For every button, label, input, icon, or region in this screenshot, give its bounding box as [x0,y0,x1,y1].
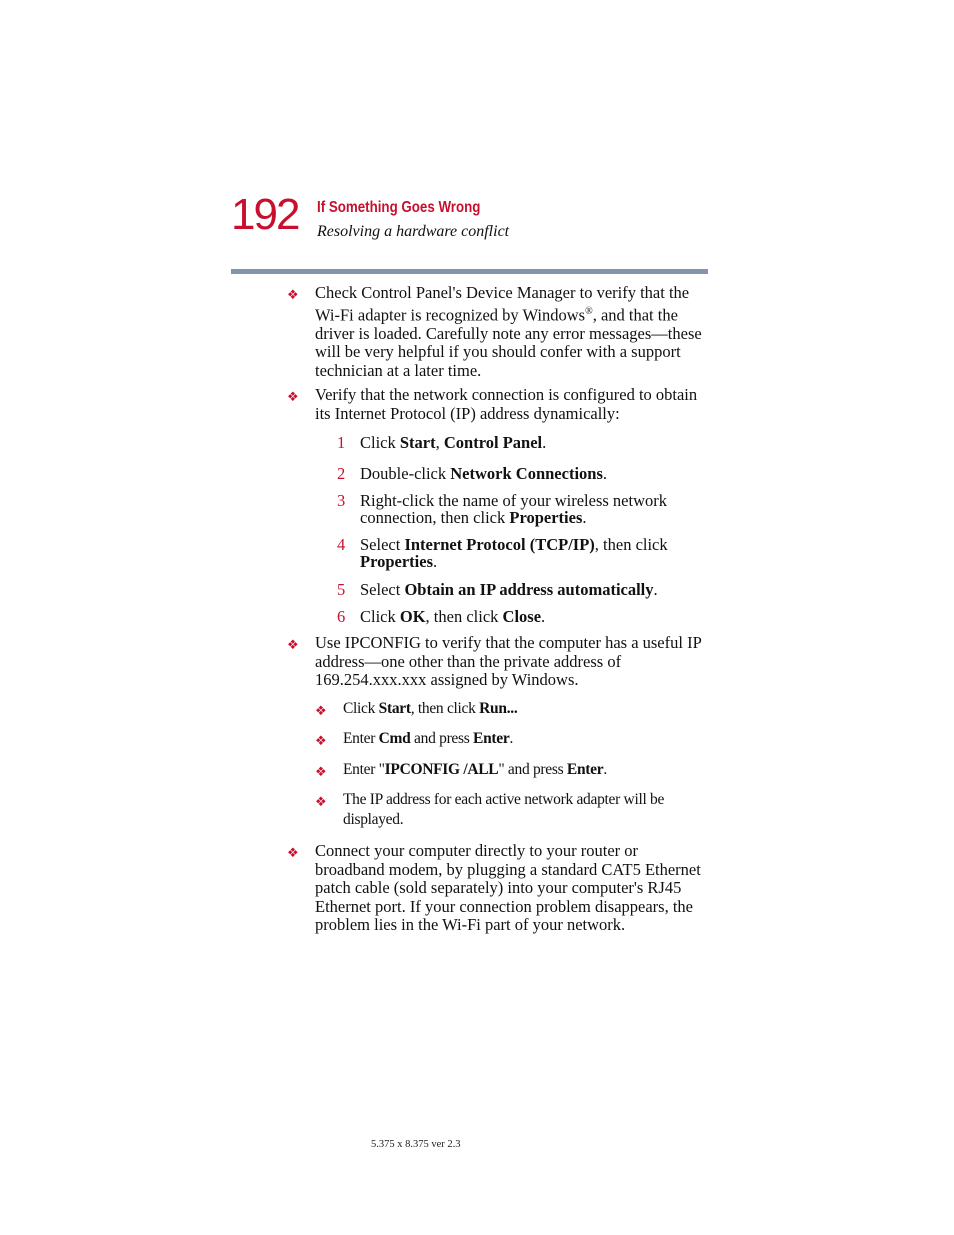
step-text [360,536,710,570]
bullet-item: Use IPCONFIG to verify that the computer has a useful IP address—one other than the private address of 169.254.xxx.xxx assigned by Windows. [315,633,702,690]
step-text-part: Select [360,535,405,554]
step-text [360,581,710,598]
bullet-icon: ❖ [287,389,299,404]
sub-bullet-text [343,729,708,749]
step-number: 3 [337,491,346,510]
sub-text-part: " and press [498,761,567,778]
sub-bullet-text [343,699,708,719]
step-text-part: , [435,433,444,452]
step-number: 2 [337,464,346,483]
step-bold: Obtain an IP address automatically [404,580,654,599]
sub-bullet-icon: ❖ [315,733,327,748]
step-bold: Internet Protocol (TCP/IP) [404,535,595,554]
step-text [360,434,710,451]
bullet-icon: ❖ [287,287,299,302]
step-text-part: Click [360,433,400,452]
registered-mark: ® [585,305,593,317]
header-rule [231,269,708,274]
step-text-part: , then click [594,535,668,554]
step-text-part: . [433,552,438,571]
step-text-part: Click [360,607,400,626]
step-text [360,608,710,625]
step-text-part: . [542,433,547,452]
sub-bold: IPCONFIG /ALL [384,761,499,778]
chapter-title: If Something Goes Wrong [317,199,481,216]
step-text-part: . [582,508,587,527]
sub-text-part: . [509,730,514,747]
sub-text-part: Enter " [343,761,385,778]
sub-bold: Cmd [378,730,411,747]
step-bold: Network Connections [450,464,603,483]
step-bold: Start [399,433,436,452]
sub-bullet-text [343,760,708,780]
bullet-item [315,284,710,380]
sub-text-part: . [603,761,607,778]
step-bold: Close [502,607,542,626]
bullet-icon: ❖ [287,845,299,860]
sub-text-part: and press [410,730,474,747]
step-text-part: Right-click the name of your wireless network connection, then click [360,491,667,527]
sub-bold: Enter [566,761,604,778]
step-number: 5 [337,580,346,599]
step-bold: OK [399,607,426,626]
bullet-item: Connect your computer directly to your router or broadband modem, by plugging a standard CAT5 Ethernet patch cable (sold separately) into your computer's RJ45 Ethernet port. If your connection problem disappears, the problem lies in the Wi-Fi part of your network. [315,841,701,935]
bullet-icon: ❖ [287,637,299,652]
step-text-part: , then click [425,607,503,626]
sub-bullet-text: The IP address for each active network adapter will be displayed. [343,791,665,828]
bullet-text: , and that the driver is loaded. Carefully note any error messages—these will be very helpful if you should confer with a support technician at a later time. [315,305,702,380]
step-text [360,465,710,482]
step-bold: Properties [360,552,434,571]
step-text-part: Double-click [360,464,451,483]
sub-bold: Start [378,700,411,717]
step-number: 4 [337,535,346,554]
sub-bold: Enter [473,730,510,747]
step-text-part: . [653,580,658,599]
step-text-part: . [541,607,546,626]
sub-text-part: Click [343,700,379,717]
sub-text-part: Enter [343,730,379,747]
bullet-item: Verify that the network connection is configured to obtain its Internet Protocol (IP) address dynamically: [315,385,698,423]
step-text-part: Select [360,580,405,599]
sub-bullet-icon: ❖ [315,764,327,779]
page-footer: 5.375 x 8.375 ver 2.3 [371,1139,461,1150]
page-number: 192 [231,190,299,239]
step-bold: Control Panel [443,433,543,452]
step-number: 6 [337,607,346,626]
step-text [360,492,710,526]
sub-bold: Run... [479,700,518,717]
sub-bullet-icon: ❖ [315,794,327,809]
step-number: 1 [337,433,346,452]
sub-bullet-icon: ❖ [315,703,327,718]
step-bold: Properties [509,508,583,527]
section-title: Resolving a hardware conflict [317,223,510,240]
step-text-part: . [602,464,608,483]
sub-text-part: , then click [410,700,480,717]
bullet-text: Check Control Panel's Device Manager to verify that the Wi-Fi adapter is recognized by Windows [315,283,690,325]
